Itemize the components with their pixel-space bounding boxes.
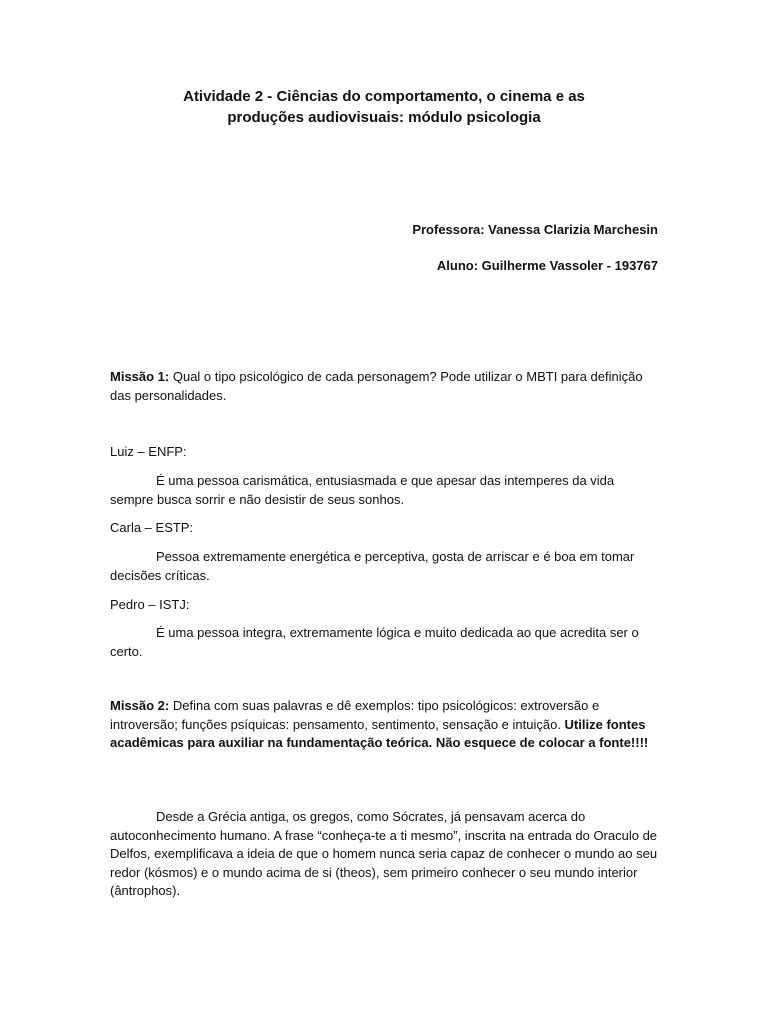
body-paragraph: Desde a Grécia antiga, os gregos, como Sócrates, já pensavam acerca do autoconhecimento humano. A frase “conheça-te a ti mesmo”, inscrita na entrada do Oraculo de Delfos, exemplificava a ideia de que o homem nunca seria capaz de conhecer o mundo ao seu redor (kósmos) e o mundo acima de si (theos), sem primeiro conhecer o seu mundo interior (ântrophos). (110, 809, 658, 898)
mission-2-paragraph (110, 697, 658, 753)
character-description-luiz: É uma pessoa carismática, entusiasmada e que apesar das intemperes da vida sempre busca sorrir e não desistir de seus sonhos. (110, 473, 615, 507)
mission-1-text: Qual o tipo psicológico de cada personagem? Pode utilizar o MBTI para definição das personalidades. (110, 369, 643, 403)
mission-2-text: Defina com suas palavras e dê exemplos: tipo psicológicos: extroversão e introversão; funções psíquicas: pensamento, sentimento, sensação e intuição. (110, 698, 600, 732)
mission-1-label: Missão 1: (110, 369, 170, 384)
character-description-carla: Pessoa extremamente energética e perceptiva, gosta de arriscar e é boa em tomar decisões críticas. (110, 549, 635, 583)
character-heading-pedro: Pedro – ISTJ: (110, 597, 190, 612)
mission-2-label: Missão 2: (110, 698, 170, 713)
title-line-1: Atividade 2 - Ciências do comportamento, o cinema e as (183, 88, 585, 105)
mission-1-paragraph (110, 368, 658, 405)
character-heading-carla: Carla – ESTP: (110, 520, 194, 535)
mission-2-emphasis: Utilize fontes acadêmicas para auxiliar na fundamentação teórica. Não esquece de colocar a fonte!!!! (110, 716, 649, 750)
character-heading-luiz: Luiz – ENFP: (110, 444, 187, 459)
teacher-name: Professora: Vanessa Clarizia Marchesin (412, 222, 658, 237)
character-description-pedro: É uma pessoa integra, extremamente lógica e muito dedicada ao que acredita ser o certo. (110, 625, 639, 659)
student-name: Aluno: Guilherme Vassoler - 193767 (436, 258, 658, 273)
document-title (110, 86, 658, 128)
title-line-2: produções audiovisuais: módulo psicologia (227, 109, 541, 126)
